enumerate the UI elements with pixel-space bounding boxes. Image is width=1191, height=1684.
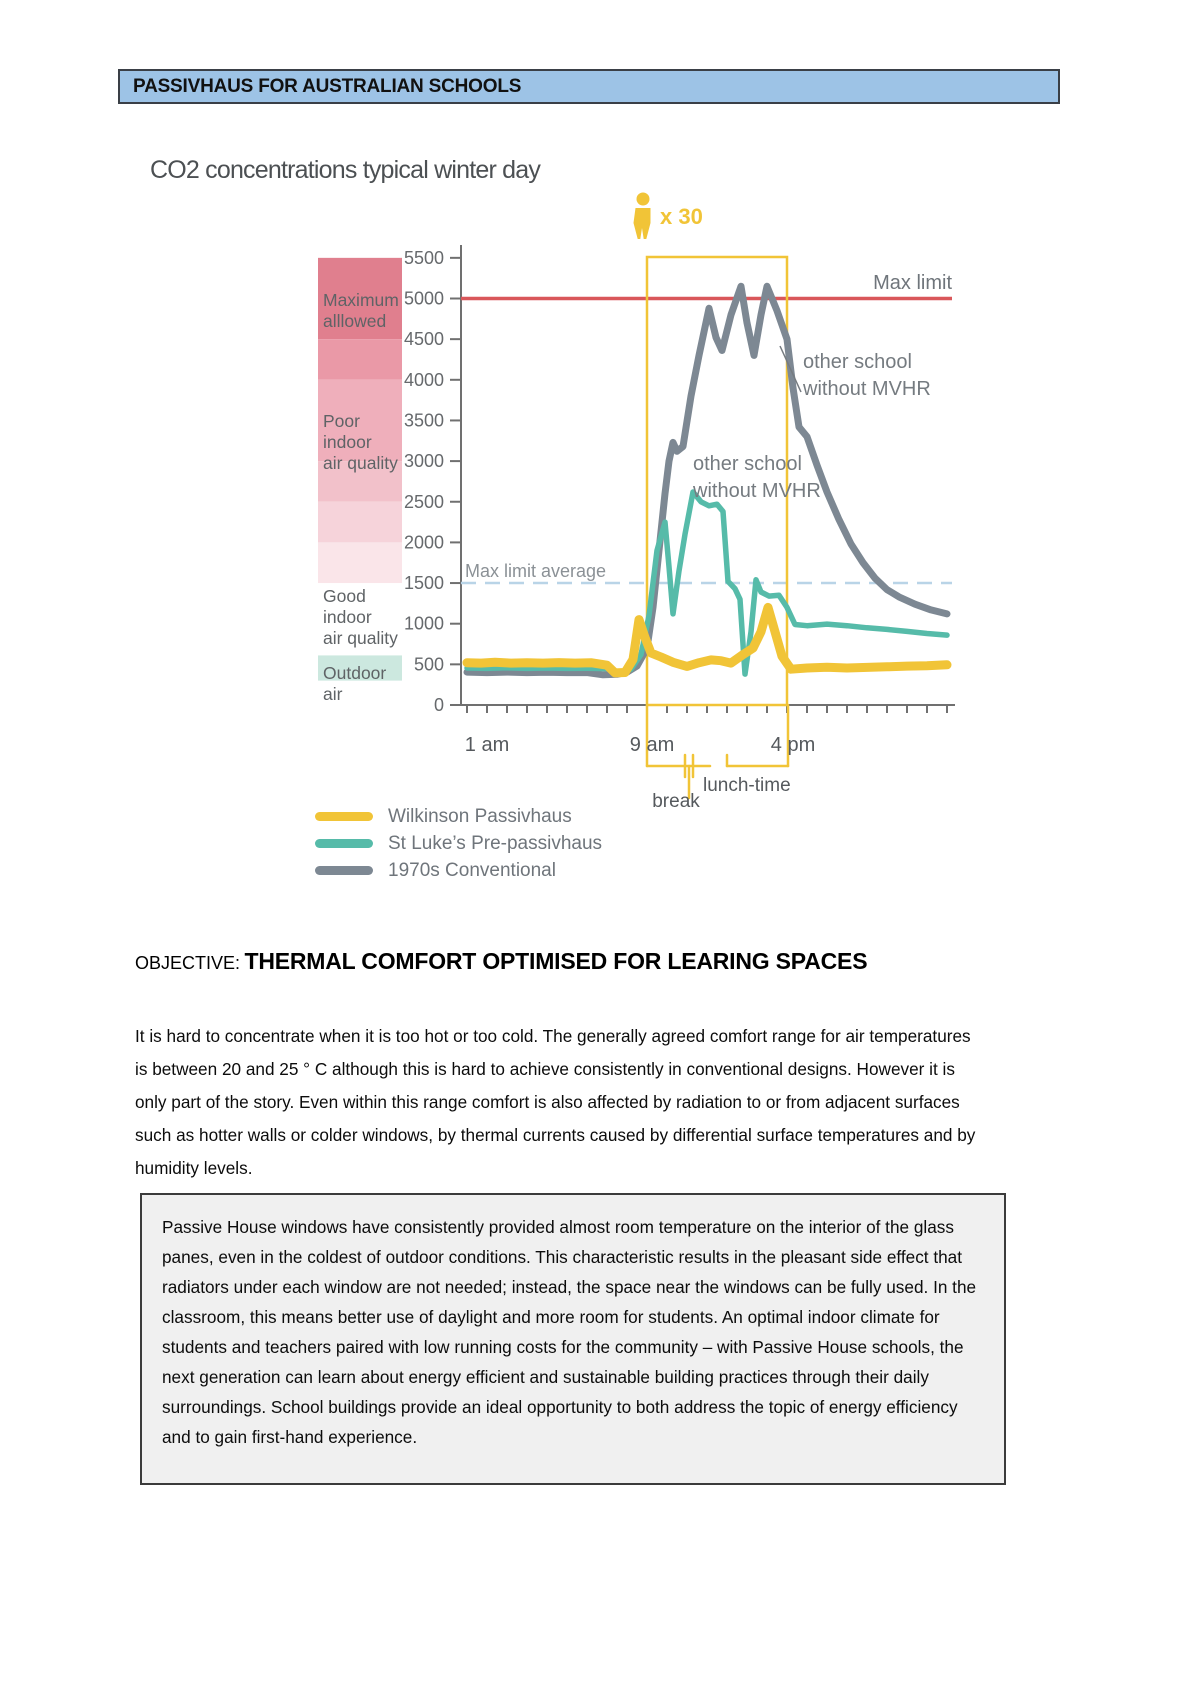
objective-title: THERMAL COMFORT OPTIMISED FOR LEARING SPACES [244, 948, 868, 974]
y-tick-label: 3000 [403, 451, 444, 472]
air-quality-band [318, 542, 402, 583]
objective-label: OBJECTIVE: [135, 953, 241, 973]
body-paragraph: It is hard to concentrate when it is too hot or too cold. The generally agreed comfort range for air temperatures is between 20 and 25 ° C although this is hard to achieve consistently in conventional designs. However it is only part of the story. Even within this range comfort is also affected by radiation to or from adjacent surfaces such as hotter walls or colder windows, by thermal currents caused by differential surface temperatures and by humidity levels. [135, 1026, 976, 1179]
co2-chart-figure [140, 150, 1000, 900]
legend-label: Wilkinson Passivhaus [388, 805, 572, 827]
legend-swatch [315, 812, 373, 821]
air-quality-band [318, 502, 402, 543]
y-tick-label: 4000 [403, 369, 444, 390]
y-tick-label: 0 [433, 695, 444, 715]
x-label-1am: 1 am [464, 734, 510, 756]
legend-label: St Luke’s Pre-passivhaus [388, 832, 603, 854]
chart-title: CO2 concentrations typical winter day [150, 156, 541, 184]
y-tick-label: 2000 [403, 532, 444, 553]
chart-plot-area [140, 150, 1000, 900]
x-label-4pm: 4 pm [770, 734, 816, 756]
y-tick-label: 5500 [403, 247, 444, 268]
legend-label: 1970s Conventional [388, 859, 556, 881]
max-limit-average-label: Max limit average [465, 561, 607, 581]
axes [404, 245, 955, 715]
objective-heading [135, 948, 1035, 975]
x-label-9am: 9 am [629, 734, 675, 756]
y-tick-label: 2500 [403, 491, 444, 512]
legend-row [315, 803, 602, 830]
y-tick-label: 5000 [403, 288, 444, 309]
legend-row [315, 857, 602, 884]
break-label: break [652, 791, 700, 812]
series-line [467, 607, 947, 673]
band-label: Outdoor air [323, 663, 387, 704]
band-label: Maximum alllowed [323, 290, 399, 331]
y-tick-label: 500 [413, 654, 444, 675]
y-tick-label: 1000 [403, 613, 444, 634]
banner-title: PASSIVHAUS FOR AUSTRALIAN SCHOOLS [133, 75, 522, 97]
document-header-banner [118, 69, 1060, 104]
legend-swatch [315, 839, 373, 848]
lunch-time-label: lunch-time [703, 775, 791, 796]
reference-lines [461, 299, 952, 584]
y-tick-label: 1500 [403, 573, 444, 594]
annotation-teal-line1: other school [693, 453, 802, 475]
air-quality-band [318, 339, 402, 380]
annotation-gray-line2: without MVHR [803, 378, 931, 400]
occupancy-person-icon [633, 193, 650, 240]
y-tick-label: 3500 [403, 410, 444, 431]
chart-legend [315, 803, 602, 884]
annotation-gray-line1: other school [803, 351, 912, 373]
band-label: Good indoor air quality [323, 586, 398, 648]
legend-swatch [315, 866, 373, 875]
occupancy-multiplier-label: x 30 [660, 204, 703, 229]
legend-row [315, 830, 602, 857]
y-tick-label: 4500 [403, 329, 444, 350]
band-label: Poor indoor air quality [323, 411, 398, 473]
annotation-teal-line2: without MVHR [693, 480, 821, 502]
passive-house-text-box: Passive House windows have consistently provided almost room temperature on the interior of the glass panes, even in the coldest of outdoor conditions. This characteristic results in the pleasant side effect that radiators under each window are not needed; instead, the space near the windows can be fully used. In the classroom, this means better use of daylight and more room for students. An optimal indoor climate for students and teachers paired with low running costs for the community – with Passive House schools, the next generation can learn about energy efficient and sustainable building practices through their daily surroundings. School buildings provide an ideal opportunity to both address the topic of energy efficiency and to gain first-hand experience. [140, 1193, 1006, 1485]
max-limit-label: Max limit [873, 272, 952, 294]
